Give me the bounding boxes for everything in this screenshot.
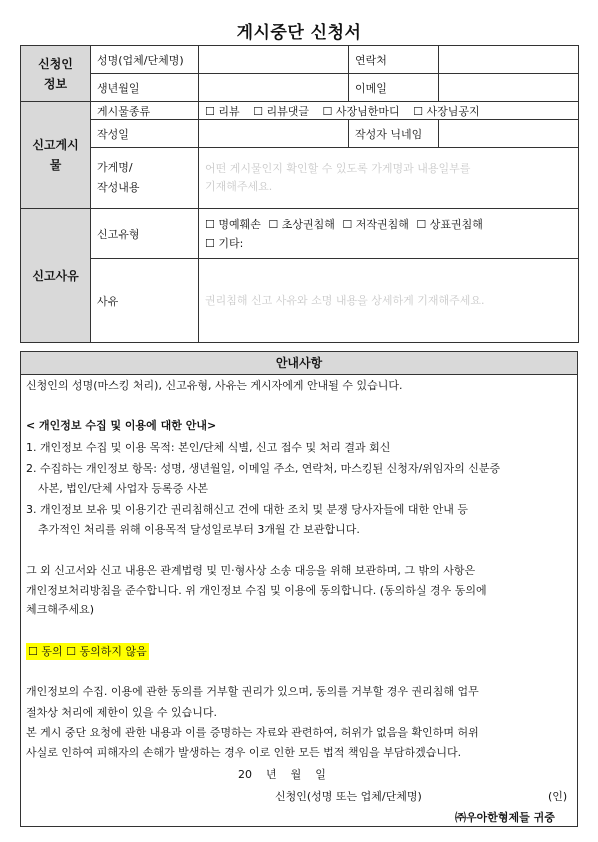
signer-label: 신청인(성명 또는 업체/단체명) — [275, 790, 422, 803]
post-date-label: 작성일 — [91, 120, 199, 148]
report-type-copyright-checkbox[interactable]: ☐ 저작권침해 — [342, 217, 409, 231]
privacy-item-2-cont: 사본, 법인/단체 사업자 등록증 사본 — [38, 482, 208, 495]
reason-label: 사유 — [91, 259, 199, 343]
post-type-review-checkbox[interactable]: ☐ 리뷰 — [205, 104, 240, 118]
seal-mark: (인) — [548, 790, 568, 803]
author-nickname-label: 작성자 닉네임 — [349, 120, 439, 148]
post-type-review-comment-checkbox[interactable]: ☐ 리뷰댓글 — [253, 104, 309, 118]
content-label: 가게명/ 작성내용 — [91, 148, 199, 209]
date-line: 20 년 월 일 — [238, 768, 326, 781]
post-type-options — [199, 102, 579, 120]
retention-text-1: 그 외 신고서와 신고 내용은 관계법령 및 민·형사상 소송 대응을 위해 보관하며, 그 밖의 사항은 — [26, 564, 476, 577]
liability-text-2: 사실로 인하여 피해자의 손해가 발생하는 경우 이로 인한 모든 법적 책임을 부담하겠습니다. — [26, 746, 462, 759]
retention-text-2: 개인정보처리방침을 준수합니다. 위 개인정보 수집 및 이용에 동의합니다. (동의하실 경우 동의에 — [26, 584, 487, 597]
name-field[interactable] — [199, 46, 349, 74]
page-title: 게시중단 신청서 — [236, 23, 362, 43]
refusal-text-1: 개인정보의 수집. 이용에 관한 동의를 거부할 권리가 있으며, 동의를 거부할 경우 권리침해 업무 — [26, 685, 479, 698]
contact-field[interactable] — [439, 46, 579, 74]
name-label: 성명(업체/단체명) — [91, 46, 199, 74]
section-post: 신고게시물 — [21, 102, 91, 209]
report-type-label: 신고유형 — [91, 209, 199, 259]
liability-text-1: 본 게시 중단 요청에 관한 내용과 이를 증명하는 자료와 관련하여, 허위가 없음을 확인하며 허위 — [26, 726, 479, 739]
post-type-owner-message-checkbox[interactable]: ☐ 사장님한마디 — [322, 104, 400, 118]
email-label: 이메일 — [349, 74, 439, 102]
application-form — [20, 45, 579, 343]
refusal-text-2: 절차상 처리에 제한이 있을 수 있습니다. — [26, 706, 217, 719]
privacy-item-3: 3. 개인정보 보유 및 이용기간 권리침해신고 건에 대한 조치 및 분쟁 당사자들에 대한 안내 등 — [26, 503, 468, 516]
dob-field[interactable] — [199, 74, 349, 102]
report-type-other-checkbox[interactable]: ☐ 기타: — [205, 236, 244, 250]
consent-checkboxes[interactable]: ☐ 동의 ☐ 동의하지 않음 — [28, 645, 147, 658]
section-applicant: 신청인 정보 — [21, 46, 91, 102]
notice-line: 신청인의 성명(마스킹 처리), 신고유형, 사유는 게시자에게 안내될 수 있습니다. — [26, 379, 403, 392]
privacy-item-1: 1. 개인정보 수집 및 이용 목적: 본인/단체 식별, 신고 접수 및 처리 결과 회신 — [26, 441, 391, 454]
contact-label: 연락처 — [349, 46, 439, 74]
content-field[interactable]: 어떤 게시물인지 확인할 수 있도록 가게명과 내용일부를 기재해주세요. — [199, 148, 579, 209]
post-type-label: 게시물종류 — [91, 102, 199, 120]
privacy-title: < 개인정보 수집 및 이용에 대한 안내> — [26, 419, 217, 432]
reason-field[interactable]: 권리침해 신고 사유와 소명 내용을 상세하게 기재해주세요. — [199, 259, 579, 343]
report-type-options — [199, 209, 579, 259]
post-date-field[interactable] — [199, 120, 349, 148]
notice-heading: 안내사항 — [20, 351, 578, 375]
recipient: ㈜우아한형제들 귀중 — [455, 811, 555, 824]
report-type-trademark-checkbox[interactable]: ☐ 상표권침해 — [416, 217, 483, 231]
email-field[interactable] — [439, 74, 579, 102]
privacy-item-3-cont: 추가적인 처리를 위해 이용목적 달성일로부터 3개월 간 보관합니다. — [38, 523, 360, 536]
report-type-portrait-checkbox[interactable]: ☐ 초상권침해 — [268, 217, 335, 231]
section-reason: 신고사유 — [21, 209, 91, 343]
report-type-defamation-checkbox[interactable]: ☐ 명예훼손 — [205, 217, 261, 231]
dob-label: 생년월일 — [91, 74, 199, 102]
privacy-item-2: 2. 수집하는 개인정보 항목: 성명, 생년월일, 이메일 주소, 연락처, 마스킹된 신청자/위임자의 신분증 — [26, 462, 501, 475]
retention-text-3: 체크해주세요) — [26, 603, 95, 616]
author-nickname-field[interactable] — [439, 120, 579, 148]
post-type-owner-notice-checkbox[interactable]: ☐ 사장님공지 — [413, 104, 480, 118]
